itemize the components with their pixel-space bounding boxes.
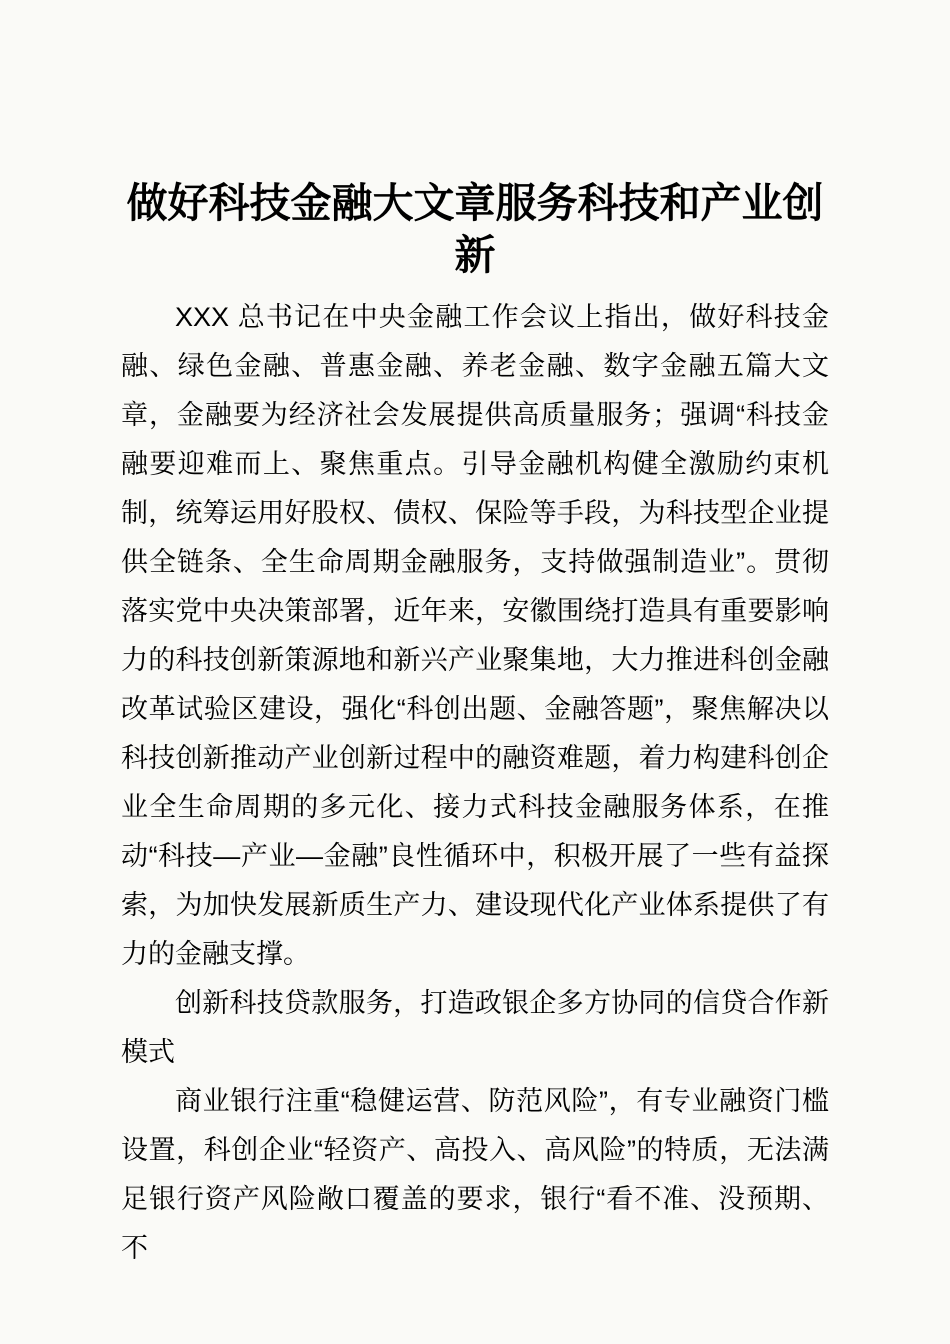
document-title: 做好科技金融大文章服务科技和产业创新 — [126, 180, 824, 278]
paragraph-intro: XXX 总书记在中央金融工作会议上指出，做好科技金融、绿色金融、普惠金融、养老金融、数字金融五篇大文章，金融要为经济社会发展提供高质量服务；强调“科技金融要迎难而上、聚焦重点。引导金融机构健全激励约束机制，统筹运用好股权、债权、保险等手段，为科技型企业提供全链条、全生命周期金融服务，支持做强制造业”。贯彻落实党中央决策部署，近年来，安徽围绕打造具有重要影响力的科技创新策源地和新兴产业聚集地，大力推进科创金融改革试验区建设，强化“科创出题、金融答题”，聚焦解决以科技创新推动产业创新过程中的融资难题，着力构建科创企业全生命周期的多元化、接力式科技金融服务体系，在推动“科技—产业—金融”良性循环中，积极开展了一些有益探索，为加快发展新质生产力、建设现代化产业体系提供了有力的金融支撑。 — [121, 302, 829, 969]
paragraph-body-cutoff: 商业银行注重“稳健运营、防范风险”，有专业融资门槛设置，科创企业“轻资产、高投入、高风险”的特质，无法满足银行资产风险敞口覆盖的要求，银行“看不准、没预期、不 — [121, 1086, 829, 1263]
paragraph-section-heading: 创新科技贷款服务，打造政银企多方协同的信贷合作新模式 — [121, 988, 829, 1067]
